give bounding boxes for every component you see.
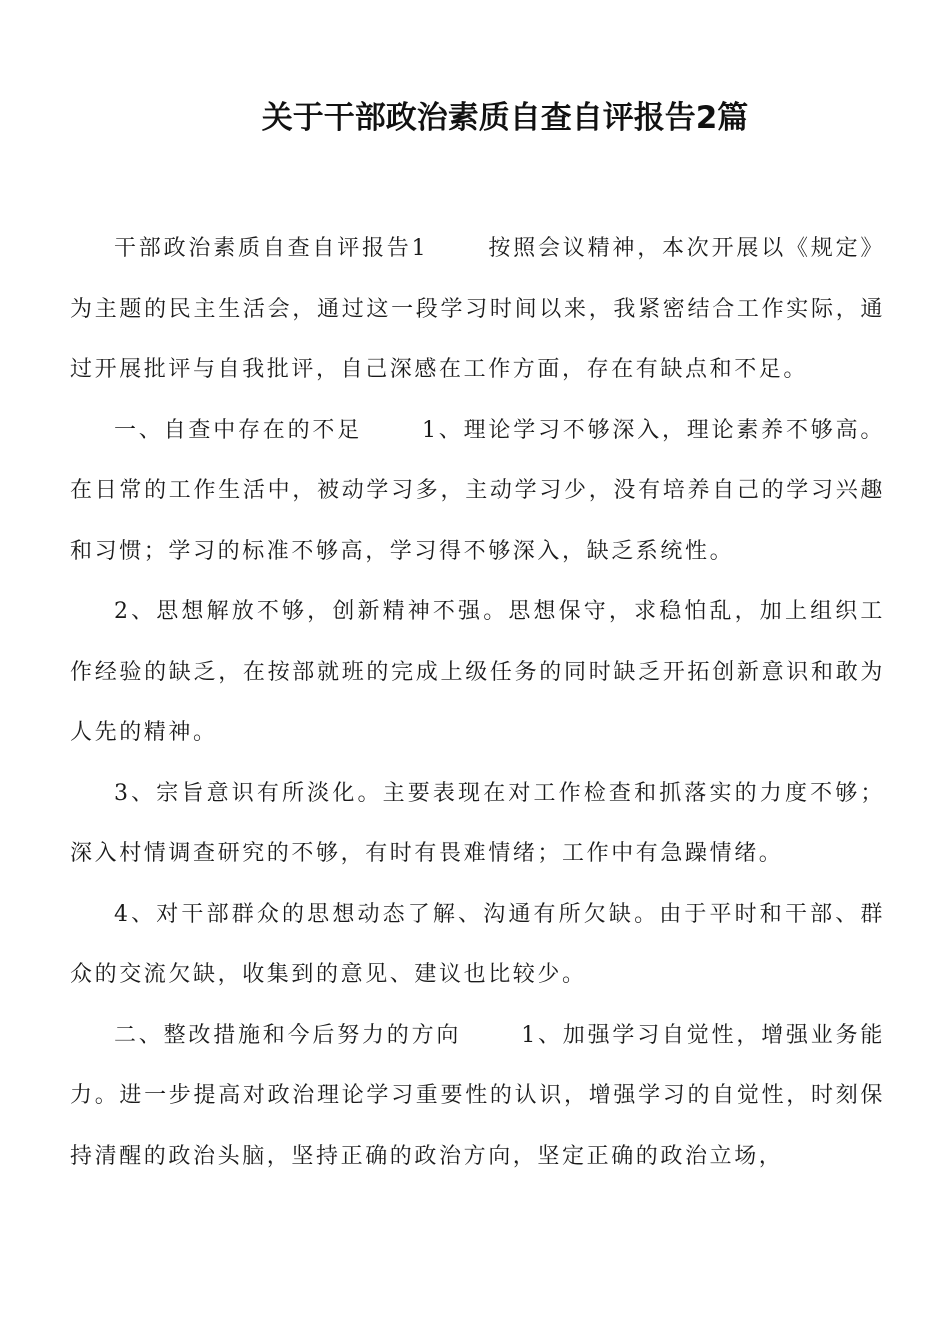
paragraph [70,401,885,583]
paragraph-text: 按照会议精神，本次开展以《规定》为主题的民主生活会，通过这一段学习时间以来，我紧密结合工作实际，通过开展批评与自我批评，自己深感在工作方面，存在有缺点和不足。 [70,236,885,382]
paragraph-lead: 一、自查中存在的不足 [114,417,362,443]
document-title: 关于干部政治素质自查自评报告2篇 [261,100,749,136]
paragraph [70,1006,885,1188]
paragraph-text: 1、理论学习不够深入，理论素养不够高。在日常的工作生活中，被动学习多，主动学习少，没有培养自己的学习兴趣和习惯；学习的标准不够高，学习得不够深入，缺乏系统性。 [70,417,885,564]
paragraph [70,764,885,885]
paragraph-text: 3、宗旨意识有所淡化。主要表现在对工作检查和抓落实的力度不够；深入村情调查研究的不够，有时有畏难情绪；工作中有急躁情绪。 [70,780,885,866]
paragraph-lead: 二、整改措施和今后努力的方向 [114,1022,462,1048]
paragraph-text: 2、思想解放不够，创新精神不强。思想保守，求稳怕乱，加上组织工作经验的缺乏，在按部就班的完成上级任务的同时缺乏开拓创新意识和敢为人先的精神。 [70,599,885,745]
document-body [70,219,885,1187]
paragraph-lead: 干部政治素质自查自评报告1 [114,236,429,261]
paragraph [70,582,885,764]
paragraph-text: 4、对干部群众的思想动态了解、沟通有所欠缺。由于平时和干部、群众的交流欠缺，收集到的意见、建议也比较少。 [70,901,885,987]
paragraph [70,219,885,401]
paragraph [70,885,885,1006]
paragraph-text: 1、加强学习自觉性，增强业务能力。进一步提高对政治理论学习重要性的认识，增强学习的自觉性，时刻保持清醒的政治头脑，坚持正确的政治方向，坚定正确的政治立场， [70,1022,885,1169]
